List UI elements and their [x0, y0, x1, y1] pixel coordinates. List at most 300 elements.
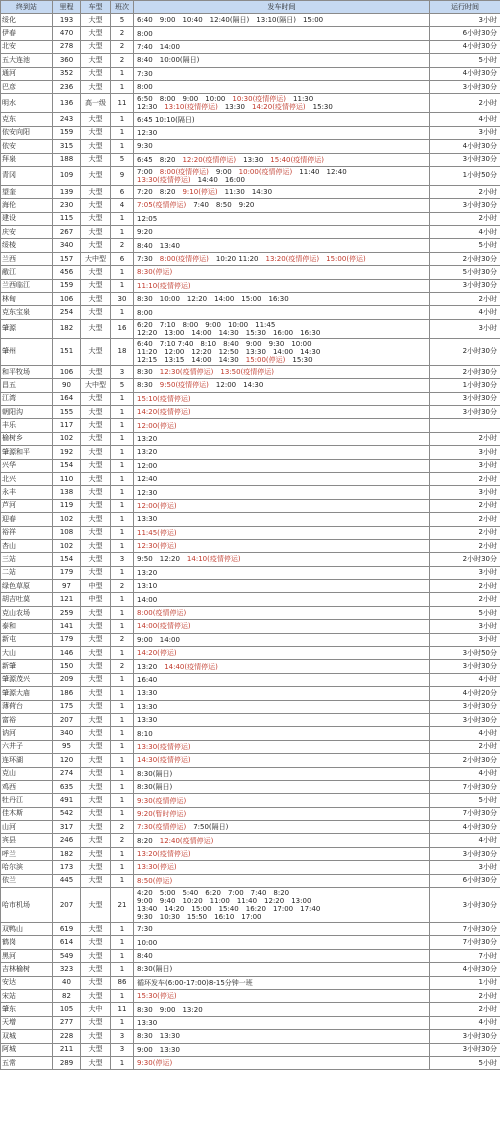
departure-line: [137, 215, 428, 223]
duration-cell: 3小时30分: [430, 279, 500, 292]
departures-cell: [134, 212, 430, 225]
schedule-row: [1, 459, 500, 472]
duration-cell: 4小时: [430, 767, 500, 780]
destination-cell: 肇源大庙: [1, 687, 53, 700]
duration-cell: 3小时: [430, 459, 500, 472]
bus-type-cell: 大型: [81, 365, 111, 378]
duration-cell: 3小时: [430, 486, 500, 499]
distance-cell: 102: [53, 539, 81, 552]
trips-cell: 1: [111, 727, 134, 740]
departure-time: 10:00: [291, 339, 312, 348]
suspended-departure: 12:40(疫情停运): [159, 836, 214, 845]
departure-line: [137, 340, 428, 348]
departures-cell: [134, 888, 430, 923]
destination-cell: 五大连池: [1, 54, 53, 67]
distance-cell: 82: [53, 990, 81, 1003]
destination-cell: 山河: [1, 821, 53, 834]
duration-cell: 3小时: [430, 14, 500, 27]
departure-time: 9:20: [137, 228, 153, 237]
departures-cell: [134, 740, 430, 753]
destination-cell: 海伦: [1, 199, 53, 212]
bus-type-cell: 大型: [81, 1030, 111, 1043]
schedule-row: [1, 212, 500, 225]
departures-cell: [134, 606, 430, 619]
bus-type-cell: 大型: [81, 266, 111, 279]
schedule-row: [1, 338, 500, 365]
departure-line: [137, 797, 428, 805]
duration-cell: 3小时: [430, 861, 500, 874]
trips-cell: 5: [111, 153, 134, 166]
departures-cell: [134, 566, 430, 579]
schedule-row: [1, 40, 500, 53]
destination-cell: 佳木斯: [1, 807, 53, 820]
departure-time: 9:30: [268, 339, 285, 348]
schedule-row: [1, 54, 500, 67]
distance-cell: 360: [53, 54, 81, 67]
suspended-departure: 13:20(疫情停运): [265, 255, 320, 264]
departure-time: 13:15: [164, 355, 185, 364]
duration-cell: 3小时30分: [430, 1030, 500, 1043]
departure-time: 12:50: [218, 347, 239, 356]
distance-cell: 274: [53, 767, 81, 780]
trips-cell: 11: [111, 1003, 134, 1016]
duration-cell: 4小时: [430, 306, 500, 319]
departure-time: 7:00: [227, 889, 244, 898]
departure-line: [137, 939, 428, 947]
departure-time: 11:00: [209, 897, 230, 906]
departures-cell: [134, 861, 430, 874]
departure-line: [137, 689, 428, 697]
departure-line: [137, 116, 428, 124]
suspended-departure: 14:30(疫情停运): [137, 756, 191, 765]
trips-cell: 3: [111, 365, 134, 378]
distance-cell: 108: [53, 526, 81, 539]
bus-type-cell: 大型: [81, 949, 111, 962]
departure-time: 8:00: [159, 95, 176, 104]
suspended-departure: 15:00(停运): [326, 255, 366, 264]
distance-cell: 106: [53, 365, 81, 378]
bus-type-cell: 大型: [81, 553, 111, 566]
departure-line: [137, 348, 428, 356]
departure-time: 16:10: [214, 913, 235, 922]
schedule-row: [1, 67, 500, 80]
trips-cell: 1: [111, 513, 134, 526]
destination-cell: 兰西临江: [1, 279, 53, 292]
departures-cell: [134, 874, 430, 887]
departures-cell: [134, 1030, 430, 1043]
departure-line: [137, 877, 428, 885]
duration-cell: 2小时: [430, 513, 500, 526]
suspended-departure: 8:50(停运): [137, 876, 173, 885]
schedule-row: [1, 306, 500, 319]
bus-type-cell: 大型: [81, 405, 111, 418]
departure-time: 15:30: [245, 328, 266, 337]
departures-cell: [134, 821, 430, 834]
duration-cell: 2小时: [430, 94, 500, 113]
duration-cell: 3小时: [430, 319, 500, 338]
trips-cell: 1: [111, 566, 134, 579]
departure-time: 10:40: [182, 16, 203, 25]
bus-type-cell: 大型: [81, 126, 111, 139]
schedule-row: [1, 140, 500, 153]
distance-cell: 159: [53, 126, 81, 139]
departures-cell: [134, 673, 430, 686]
trips-cell: 1: [111, 713, 134, 726]
destination-cell: 依兰: [1, 874, 53, 887]
departure-line: [137, 30, 428, 38]
departure-time: 7:10 7:40: [159, 339, 194, 348]
schedule-row: [1, 673, 500, 686]
schedule-row: [1, 990, 500, 1003]
departures-cell: [134, 1016, 430, 1029]
departure-line: [137, 282, 428, 290]
departure-line: [137, 1032, 428, 1040]
duration-cell: 2小时: [430, 212, 500, 225]
suspended-departure: 10:30(疫情停运): [232, 95, 287, 104]
schedule-row: [1, 94, 500, 113]
suspended-departure: 12:00(停运): [137, 421, 177, 430]
departure-time: 15:00: [191, 905, 212, 914]
destination-cell: 依安: [1, 140, 53, 153]
duration-cell: 2小时: [430, 539, 500, 552]
schedule-row: [1, 620, 500, 633]
departure-line: [137, 502, 428, 510]
trips-cell: 9: [111, 166, 134, 185]
departure-line: [137, 168, 428, 176]
departure-time: 14:30: [300, 347, 321, 356]
trips-cell: 1: [111, 949, 134, 962]
schedule-row: [1, 754, 500, 767]
suspended-departure: 12:30(停运): [137, 542, 177, 551]
departure-time: 6:45 10:10(隔日): [137, 115, 195, 124]
destination-cell: 双鸭山: [1, 923, 53, 936]
destination-cell: 鹤岗: [1, 936, 53, 949]
trips-cell: 2: [111, 40, 134, 53]
duration-cell: 3小时: [430, 126, 500, 139]
departures-cell: [134, 199, 430, 212]
duration-cell: 2小时30分: [430, 365, 500, 378]
schedule-row: [1, 166, 500, 185]
departures-cell: [134, 847, 430, 860]
distance-cell: 211: [53, 1043, 81, 1056]
departure-time: 8:00: [182, 320, 199, 329]
duration-cell: 3小时30分: [430, 153, 500, 166]
duration-cell: 5小时: [430, 794, 500, 807]
duration-cell: 4小时30分: [430, 67, 500, 80]
duration-cell: 3小时30分: [430, 80, 500, 93]
departure-time: 12:40(隔日): [209, 16, 250, 25]
destination-cell: 望奎: [1, 185, 53, 198]
departure-line: [137, 129, 428, 137]
departure-line: [137, 596, 428, 604]
departure-time: 12:30: [137, 488, 158, 497]
departures-cell: [134, 293, 430, 306]
departure-time: 11:40: [236, 897, 258, 906]
trips-cell: 1: [111, 526, 134, 539]
schedule-row: [1, 888, 500, 923]
departures-cell: [134, 94, 430, 113]
departure-time: 9:00: [245, 339, 262, 348]
destination-cell: 建设: [1, 212, 53, 225]
departure-time: 7:20: [137, 188, 153, 197]
departure-time: 9:30: [137, 142, 153, 151]
departure-line: [137, 992, 428, 1000]
duration-cell: 3小时30分: [430, 713, 500, 726]
departure-line: [137, 176, 428, 184]
departure-time: 12:05: [137, 214, 158, 223]
trips-cell: 2: [111, 54, 134, 67]
departure-time: 7:40: [250, 889, 267, 898]
destination-cell: 克山: [1, 767, 53, 780]
bus-type-cell: 大型: [81, 740, 111, 753]
departures-cell: [134, 780, 430, 793]
duration-cell: 7小时: [430, 949, 500, 962]
duration-cell: 3小时30分: [430, 199, 500, 212]
bus-type-cell: 大型: [81, 990, 111, 1003]
departures-cell: [134, 513, 430, 526]
suspended-departure: 10:00(疫情停运): [238, 167, 293, 176]
departures-cell: [134, 392, 430, 405]
duration-cell: 5小时: [430, 239, 500, 252]
departures-cell: [134, 432, 430, 445]
duration-cell: 2小时: [430, 990, 500, 1003]
schedule-row: [1, 834, 500, 847]
departure-time: 6:20: [137, 320, 153, 329]
suspended-departure: 14:20(停运): [137, 649, 177, 658]
departure-line: [137, 309, 428, 317]
distance-cell: 179: [53, 633, 81, 646]
departure-time: 6:40: [137, 339, 153, 348]
departure-time: 8:00: [137, 29, 153, 38]
duration-cell: 4小时: [430, 113, 500, 126]
bus-type-cell: 大型: [81, 620, 111, 633]
trips-cell: 5: [111, 379, 134, 392]
distance-cell: 182: [53, 319, 81, 338]
departure-time: 9:00: [159, 16, 176, 25]
departure-line: [137, 889, 428, 897]
schedule-row: [1, 113, 500, 126]
suspended-departure: 15:10(疫情停运): [137, 394, 191, 403]
bus-type-cell: 大中型: [81, 252, 111, 265]
destination-cell: 五常: [1, 1056, 53, 1069]
bus-type-cell: 大型: [81, 847, 111, 860]
destination-cell: 肇州: [1, 338, 53, 365]
departure-time: 16:00: [272, 328, 294, 337]
departure-line: [137, 43, 428, 51]
schedule-row: [1, 513, 500, 526]
duration-cell: 4小时30分: [430, 821, 500, 834]
departure-time: 8:30: [137, 368, 153, 376]
distance-cell: 267: [53, 226, 81, 239]
departure-line: [137, 636, 428, 644]
destination-cell: 北安: [1, 40, 53, 53]
departure-time: 9:00: [205, 320, 221, 329]
schedule-row: [1, 593, 500, 606]
departure-time: 14:40: [197, 175, 218, 184]
schedule-row: [1, 923, 500, 936]
trips-cell: 1: [111, 432, 134, 445]
departures-cell: [134, 620, 430, 633]
schedule-row: [1, 633, 500, 646]
distance-cell: 635: [53, 780, 81, 793]
departure-time: 10:00: [137, 938, 158, 947]
departure-time: 5:00: [159, 889, 176, 898]
departure-line: [137, 489, 428, 497]
header-row: [1, 1, 500, 14]
duration-cell: 2小时: [430, 740, 500, 753]
suspended-departure: 12:20(疫情停运): [182, 155, 237, 164]
distance-cell: 136: [53, 94, 81, 113]
departure-time: 4:20: [137, 889, 153, 898]
suspended-departure: 11:10(疫情停运): [137, 281, 191, 290]
destination-cell: 肇源: [1, 319, 53, 338]
distance-cell: 120: [53, 754, 81, 767]
bus-type-cell: 大型: [81, 153, 111, 166]
departure-time: 13:30: [243, 155, 264, 164]
departure-line: [137, 408, 428, 416]
suspended-departure: 7:30(疫情停运): [137, 823, 187, 832]
trips-cell: 2: [111, 633, 134, 646]
departure-time: 16:30: [268, 295, 289, 304]
trips-cell: 1: [111, 266, 134, 279]
distance-cell: 352: [53, 67, 81, 80]
departure-line: [137, 952, 428, 960]
distance-cell: 254: [53, 306, 81, 319]
duration-cell: [430, 419, 500, 432]
destination-cell: 肇东: [1, 1003, 53, 1016]
destination-cell: 克山农场: [1, 606, 53, 619]
trips-cell: 2: [111, 580, 134, 593]
departures-cell: [134, 419, 430, 432]
distance-cell: 164: [53, 392, 81, 405]
header-distance: 里程: [53, 1, 81, 14]
suspended-departure: 9:30(停运): [137, 1059, 173, 1068]
destination-cell: 明水: [1, 94, 53, 113]
departures-cell: [134, 499, 430, 512]
destination-cell: 安达: [1, 976, 53, 989]
bus-type-cell: 大型: [81, 566, 111, 579]
departure-line: [137, 529, 428, 537]
departure-time: 9:00: [159, 1005, 176, 1014]
distance-cell: 246: [53, 834, 81, 847]
departure-line: [137, 422, 428, 430]
destination-cell: 鸡西: [1, 780, 53, 793]
distance-cell: 340: [53, 727, 81, 740]
schedule-row: [1, 14, 500, 27]
departure-time: 13:40: [159, 241, 180, 250]
departure-time: 7:30: [137, 69, 153, 78]
departure-time: 8:50: [215, 201, 232, 210]
departure-time: 8:40: [137, 241, 153, 250]
destination-cell: 黑河: [1, 949, 53, 962]
departure-line: [137, 142, 428, 150]
departure-time: 15:50: [186, 913, 208, 922]
departure-time: 8:20: [159, 188, 176, 197]
destination-cell: 克东宝泉: [1, 306, 53, 319]
schedule-row: [1, 566, 500, 579]
duration-cell: 3小时: [430, 566, 500, 579]
distance-cell: 259: [53, 606, 81, 619]
departure-line: [137, 663, 428, 671]
departures-cell: [134, 1056, 430, 1069]
bus-type-cell: 大型: [81, 140, 111, 153]
trips-cell: 2: [111, 821, 134, 834]
departure-line: [137, 676, 428, 684]
schedule-row: [1, 432, 500, 445]
trips-cell: 1: [111, 419, 134, 432]
departures-cell: [134, 67, 430, 80]
bus-type-cell: 大型: [81, 212, 111, 225]
departure-time: 14:00: [191, 355, 212, 364]
departure-time: 13:30: [137, 1018, 158, 1027]
duration-cell: 3小时30分: [430, 700, 500, 713]
trips-cell: 1: [111, 1056, 134, 1069]
destination-cell: 二站: [1, 566, 53, 579]
schedule-row: [1, 821, 500, 834]
departures-cell: [134, 754, 430, 767]
destination-cell: 宾县: [1, 834, 53, 847]
schedule-row: [1, 419, 500, 432]
departure-time: 11:40: [299, 167, 320, 176]
destination-cell: 吉林榆树: [1, 963, 53, 976]
departure-time: 12:20: [191, 347, 212, 356]
suspended-departure: 14:20(疫情停运): [252, 103, 306, 112]
distance-cell: 470: [53, 27, 81, 40]
departures-cell: [134, 126, 430, 139]
destination-cell: 薄荷台: [1, 700, 53, 713]
duration-cell: 3小时30分: [430, 660, 500, 673]
schedule-row: [1, 976, 500, 989]
trips-cell: 1: [111, 794, 134, 807]
destination-cell: 裕祥: [1, 526, 53, 539]
departure-time: 10:00(隔日): [159, 56, 200, 65]
departure-time: 8:40: [137, 56, 153, 65]
departure-time: 16:20: [245, 905, 266, 914]
departures-cell: [134, 472, 430, 485]
departures-cell: [134, 1003, 430, 1016]
trips-cell: 1: [111, 754, 134, 767]
distance-cell: 188: [53, 153, 81, 166]
destination-cell: 新肇: [1, 660, 53, 673]
departures-cell: [134, 166, 430, 185]
schedule-row: [1, 713, 500, 726]
bus-type-cell: 大型: [81, 780, 111, 793]
schedule-row: [1, 199, 500, 212]
distance-cell: 95: [53, 740, 81, 753]
bus-type-cell: 大型: [81, 834, 111, 847]
trips-cell: 1: [111, 212, 134, 225]
departures-cell: [134, 923, 430, 936]
departure-line: [137, 435, 428, 443]
departure-time: 9:00: [182, 95, 199, 104]
destination-cell: 永丰: [1, 486, 53, 499]
trips-cell: 1: [111, 620, 134, 633]
departure-line: [137, 850, 428, 858]
departure-time: 10:00: [159, 295, 180, 304]
bus-type-cell: 大型: [81, 113, 111, 126]
departure-line: [137, 515, 428, 523]
departure-line: [137, 329, 428, 337]
bus-type-cell: 大型: [81, 700, 111, 713]
bus-type-cell: 大型: [81, 923, 111, 936]
duration-cell: 3小时: [430, 633, 500, 646]
departures-cell: [134, 319, 430, 338]
departure-time: 11:30: [224, 188, 245, 197]
departure-line: [137, 703, 428, 711]
trips-cell: 1: [111, 459, 134, 472]
distance-cell: 119: [53, 499, 81, 512]
suspended-departure: 13:30(停运): [137, 863, 177, 872]
